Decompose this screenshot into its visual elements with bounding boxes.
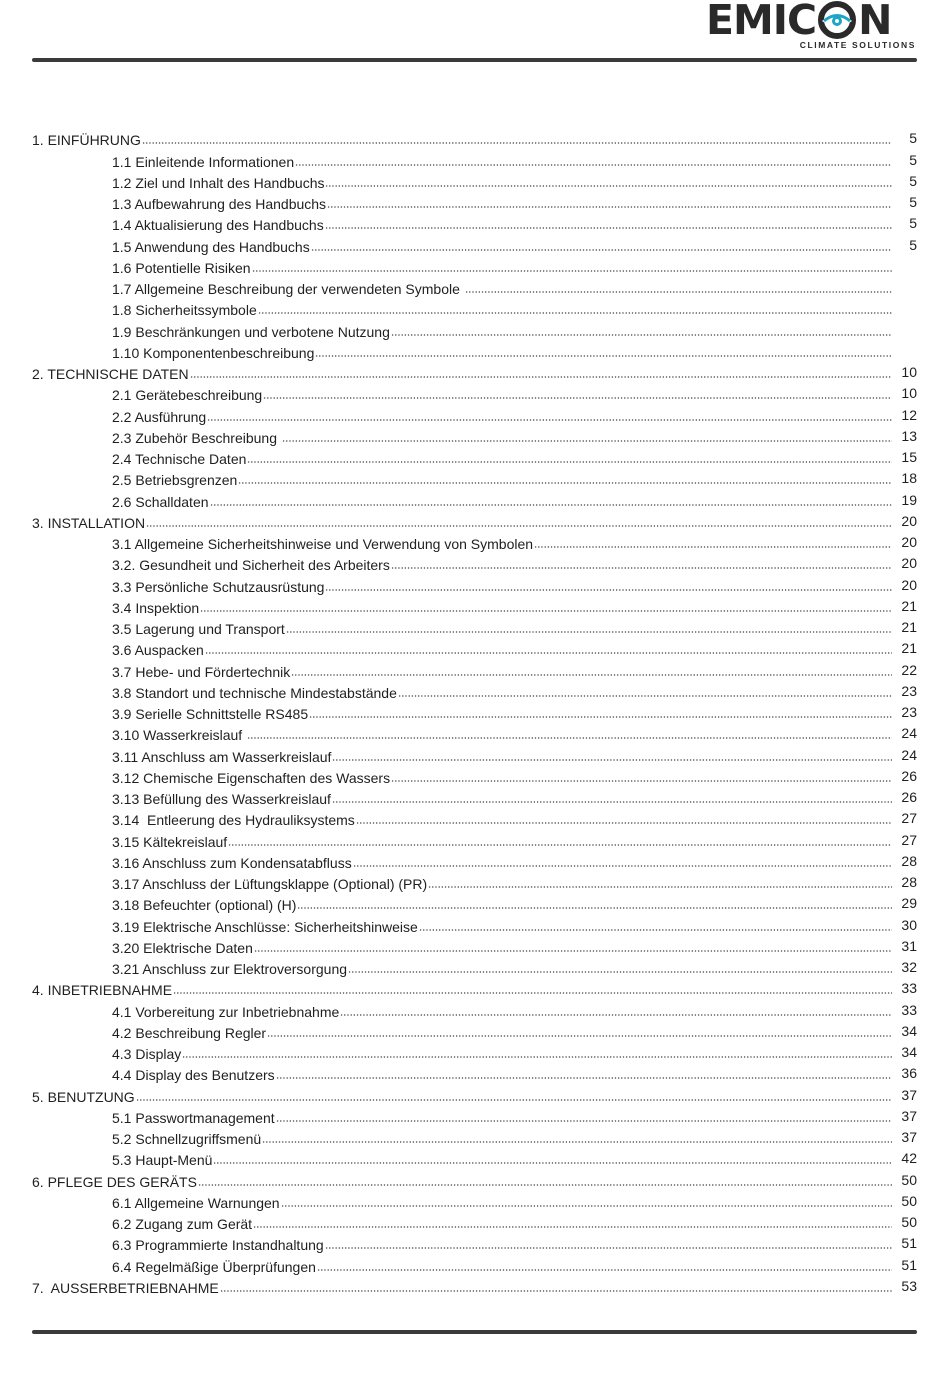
toc-dot-leader	[247, 737, 892, 739]
toc-dot-leader	[327, 206, 892, 208]
toc-entry-title: 4.1 Vorbereitung zur Inbetriebnahme	[112, 1003, 340, 1020]
toc-page-number: 10	[901, 385, 917, 402]
toc-entry-title: 3.11 Anschluss am Wasserkreislauf	[112, 748, 332, 765]
toc-dot-leader	[247, 461, 892, 463]
toc-entry-title: 3.8 Standort und technische Mindestabstände	[112, 684, 397, 701]
toc-dot-leader	[228, 844, 892, 846]
toc-entry-title: 6.4 Regelmäßige Überprüfungen	[112, 1258, 316, 1275]
toc-entry-title: 2.3 Zubehör Beschreibung	[112, 429, 281, 446]
toc-entry-title: 4.2 Beschreibung Regler	[112, 1024, 267, 1041]
toc-dot-leader	[286, 631, 892, 633]
toc-page-number: 21	[901, 640, 917, 657]
toc-page-number: 19	[901, 491, 917, 508]
toc-section-row[interactable]	[32, 488, 917, 509]
toc-page-number: 10	[901, 364, 917, 380]
toc-dot-leader	[391, 780, 892, 782]
toc-entry-title: 2.2 Ausführung	[112, 408, 207, 425]
toc-section-row[interactable]	[32, 148, 917, 169]
toc-page-number: 23	[901, 704, 917, 720]
toc-page-number: 30	[901, 916, 917, 933]
toc-section-row[interactable]	[32, 170, 917, 191]
toc-page-number: 21	[901, 619, 917, 635]
toc-section-row[interactable]	[32, 191, 917, 212]
toc-section-row[interactable]	[32, 531, 917, 552]
toc-dot-leader	[391, 334, 892, 336]
toc-section-row[interactable]	[32, 233, 917, 254]
toc-entry-title: 1.4 Aktualisierung des Handbuchs	[112, 217, 324, 234]
toc-page-number: 33	[901, 980, 917, 997]
eye-o-icon	[817, 0, 857, 40]
logo-tagline: CLIMATE SOLUTIONS	[799, 40, 916, 50]
toc-dot-leader	[263, 397, 892, 399]
toc-entry-title: 1.7 Allgemeine Beschreibung der verwendeten Symbole	[112, 281, 464, 297]
toc-entry-title: 3.10 Wasserkreislauf	[112, 727, 247, 744]
toc-dot-leader	[465, 291, 892, 293]
toc-dot-leader	[252, 270, 892, 272]
toc-page-number: 24	[901, 725, 917, 742]
toc-dot-leader	[205, 652, 892, 654]
toc-section-row[interactable]	[32, 1190, 917, 1211]
toc-dot-leader	[262, 1141, 892, 1143]
toc-dot-leader	[325, 227, 892, 229]
toc-section-row[interactable]	[32, 467, 917, 488]
toc-page-number: 28	[901, 852, 917, 869]
toc-entry-title: 2. TECHNISCHE DATEN	[32, 366, 189, 382]
toc-dot-leader	[146, 525, 892, 527]
toc-section-row[interactable]	[32, 297, 917, 318]
toc-chapter-row[interactable]	[32, 127, 917, 148]
toc-section-row[interactable]	[32, 807, 917, 828]
toc-section-row[interactable]	[32, 871, 917, 892]
toc-entry-title: 1.1 Einleitende Informationen	[112, 153, 295, 170]
header-rule	[32, 58, 917, 62]
toc-dot-leader	[428, 886, 892, 888]
toc-section-row[interactable]	[32, 340, 917, 361]
toc-entry-title: 3.16 Anschluss zum Kondensatabfluss	[112, 854, 352, 871]
toc-dot-leader	[340, 1014, 892, 1016]
toc-section-row[interactable]	[32, 552, 917, 573]
toc-dot-leader	[295, 164, 892, 166]
toc-dot-leader	[190, 376, 892, 378]
toc-dot-leader	[281, 1205, 892, 1207]
toc-page-number: 31	[901, 937, 917, 954]
toc-entry-title: 3.7 Hebe- und Fördertechnik	[112, 663, 291, 680]
toc-page-number: 5	[909, 236, 917, 253]
toc-page-number: 22	[901, 661, 917, 678]
toc-dot-leader	[253, 1226, 892, 1228]
toc-dot-leader	[332, 801, 892, 803]
toc-page-number: 18	[901, 470, 917, 487]
toc-entry-title: 1.6 Potentielle Risiken	[112, 259, 251, 276]
toc-section-row[interactable]	[32, 1062, 917, 1083]
toc-entry-title: 3.14 Entleerung des Hydrauliksystems	[112, 812, 355, 829]
toc-dot-leader	[198, 1184, 892, 1186]
toc-entry-title: 2.1 Gerätebeschreibung	[112, 387, 263, 404]
toc-page-number: 50	[901, 1192, 917, 1209]
toc-section-row[interactable]	[32, 892, 917, 913]
toc-chapter-row[interactable]	[32, 1168, 917, 1189]
toc-section-row[interactable]	[32, 998, 917, 1019]
toc-section-row[interactable]	[32, 1126, 917, 1147]
footer-rule	[32, 1330, 917, 1334]
toc-page-number: 42	[901, 1150, 917, 1167]
logo-text-right: N	[858, 0, 892, 44]
toc-page-number: 51	[901, 1256, 917, 1273]
toc-dot-leader	[291, 674, 892, 676]
toc-section-row[interactable]	[32, 573, 917, 594]
toc-section-row[interactable]	[32, 212, 917, 233]
toc-entry-title: 3.5 Lagerung und Transport	[112, 621, 285, 637]
toc-entry-title: 3.4 Inspektion	[112, 599, 200, 616]
toc-page-number: 5	[909, 215, 917, 232]
toc-section-row[interactable]	[32, 595, 917, 616]
emicon-logo	[706, 0, 918, 52]
toc-chapter-row[interactable]	[32, 1083, 917, 1104]
toc-section-row[interactable]	[32, 786, 917, 807]
toc-dot-leader	[297, 907, 892, 909]
toc-section-row[interactable]	[32, 1041, 917, 1062]
toc-dot-leader	[200, 610, 892, 612]
toc-entry-title: 3.1 Allgemeine Sicherheitshinweise und Verwendung von Symbolen	[112, 536, 534, 552]
toc-dot-leader	[309, 716, 892, 718]
toc-section-row[interactable]	[32, 658, 917, 679]
toc-entry-title: 3. INSTALLATION	[32, 514, 146, 531]
toc-page-number: 5	[909, 172, 917, 189]
toc-page-number: 50	[901, 1214, 917, 1230]
toc-entry-title: 6.1 Allgemeine Warnungen	[112, 1194, 280, 1211]
toc-entry-title: 4.3 Display	[112, 1046, 182, 1062]
toc-dot-leader	[315, 355, 892, 357]
toc-entry-title: 1.8 Sicherheitssymbole	[112, 302, 257, 319]
toc-chapter-row[interactable]	[32, 1275, 917, 1296]
toc-dot-leader	[258, 312, 892, 314]
toc-entry-title: 3.20 Elektrische Daten	[112, 939, 253, 956]
toc-dot-leader	[173, 992, 892, 994]
toc-section-row[interactable]	[32, 701, 917, 722]
toc-section-row[interactable]	[32, 637, 917, 658]
toc-section-row[interactable]	[32, 956, 917, 977]
toc-section-row[interactable]	[32, 1147, 917, 1168]
toc-section-row[interactable]	[32, 382, 917, 403]
toc-page-number: 36	[901, 1065, 917, 1082]
toc-entry-title: 7. AUSSERBETRIEBNAHME	[32, 1279, 219, 1296]
toc-section-row[interactable]	[32, 403, 917, 424]
toc-entry-title: 5. BENUTZUNG	[32, 1088, 135, 1105]
toc-dot-leader	[182, 1056, 892, 1058]
toc-dot-leader	[332, 759, 892, 761]
toc-entry-title: 3.3 Persönliche Schutzausrüstung	[112, 578, 325, 595]
toc-page-number: 27	[901, 831, 917, 848]
toc-dot-leader	[282, 440, 892, 442]
toc-section-row[interactable]	[32, 1253, 917, 1274]
toc-page-number: 34	[901, 1044, 917, 1060]
toc-entry-title: 6.3 Programmierte Instandhaltung	[112, 1237, 324, 1254]
toc-section-row[interactable]	[32, 722, 917, 743]
toc-entry-title: 2.6 Schalldaten	[112, 493, 209, 510]
toc-page-number: 27	[901, 810, 917, 827]
toc-dot-leader	[353, 865, 892, 867]
toc-section-row[interactable]	[32, 765, 917, 786]
toc-page-number: 50	[901, 1171, 917, 1188]
toc-page-number: 13	[901, 427, 917, 444]
toc-page-number: 32	[901, 959, 917, 975]
toc-page-number: 5	[909, 194, 917, 210]
toc-entry-title: 2.4 Technische Daten	[112, 451, 247, 467]
toc-entry-title: 3.21 Anschluss zur Elektroversorgung	[112, 961, 348, 977]
table-of-contents	[32, 127, 917, 1296]
toc-entry-title: 1.9 Beschränkungen und verbotene Nutzung	[112, 323, 390, 340]
toc-page-number: 28	[901, 874, 917, 890]
toc-dot-leader	[325, 589, 892, 591]
toc-entry-title: 6. PFLEGE DES GERÄTS	[32, 1173, 197, 1190]
toc-section-row[interactable]	[32, 828, 917, 849]
toc-dot-leader	[391, 567, 892, 569]
toc-page-number: 20	[901, 534, 917, 550]
toc-section-row[interactable]	[32, 616, 917, 637]
toc-dot-leader	[276, 1077, 892, 1079]
toc-dot-leader	[348, 971, 892, 973]
toc-dot-leader	[311, 249, 892, 251]
toc-section-row[interactable]	[32, 446, 917, 467]
toc-page-number: 37	[901, 1086, 917, 1103]
toc-entry-title: 3.19 Elektrische Anschlüsse: Sicherheitshinweise	[112, 918, 418, 935]
toc-section-row[interactable]	[32, 850, 917, 871]
toc-page-number: 15	[901, 449, 917, 465]
toc-section-row[interactable]	[32, 913, 917, 934]
toc-chapter-row[interactable]	[32, 361, 917, 382]
toc-entry-title: 1.2 Ziel und Inhalt des Handbuchs	[112, 174, 325, 191]
toc-dot-leader	[267, 1035, 892, 1037]
toc-page-number: 21	[901, 597, 917, 614]
toc-section-row[interactable]	[32, 255, 917, 276]
toc-dot-leader	[210, 504, 892, 506]
toc-page-number: 29	[901, 895, 917, 912]
toc-dot-leader	[534, 546, 892, 548]
toc-entry-title: 6.2 Zugang zum Gerät	[112, 1216, 253, 1232]
toc-chapter-row[interactable]	[32, 510, 917, 531]
toc-section-row[interactable]	[32, 425, 917, 446]
toc-entry-title: 3.2. Gesundheit und Sicherheit des Arbeiters	[112, 557, 390, 574]
toc-section-row[interactable]	[32, 1105, 917, 1126]
toc-entry-title: 3.6 Auspacken	[112, 642, 204, 659]
toc-entry-title: 5.2 Schnellzugriffsmenü	[112, 1131, 262, 1147]
toc-page-number: 5	[909, 151, 917, 168]
toc-page-number: 12	[901, 406, 917, 423]
toc-dot-leader	[142, 142, 892, 144]
toc-entry-title: 3.12 Chemische Eigenschaften des Wassers	[112, 769, 391, 786]
toc-page-number: 53	[901, 1277, 917, 1294]
toc-page-number: 23	[901, 682, 917, 699]
logo-text-left: EMIC	[706, 0, 817, 44]
toc-page-number: 33	[901, 1001, 917, 1018]
toc-page-number: 34	[901, 1022, 917, 1039]
toc-dot-leader	[220, 1290, 892, 1292]
toc-entry-title: 2.5 Betriebsgrenzen	[112, 472, 238, 489]
toc-entry-title: 3.18 Befeuchter (optional) (H)	[112, 897, 297, 914]
toc-dot-leader	[419, 929, 892, 931]
toc-page-number: 26	[901, 767, 917, 784]
toc-section-row[interactable]	[32, 1020, 917, 1041]
toc-page-number: 26	[901, 789, 917, 805]
toc-section-row[interactable]	[32, 318, 917, 339]
toc-dot-leader	[325, 185, 892, 187]
toc-entry-title: 1.10 Komponentenbeschreibung	[112, 344, 315, 361]
toc-dot-leader	[276, 1120, 892, 1122]
toc-page-number: 37	[901, 1107, 917, 1124]
toc-dot-leader	[356, 822, 892, 824]
toc-entry-title: 1. EINFÜHRUNG	[32, 132, 141, 149]
toc-section-row[interactable]	[32, 1232, 917, 1253]
toc-page-number: 20	[901, 512, 917, 529]
toc-entry-title: 3.15 Kältekreislauf	[112, 833, 228, 850]
toc-entry-title: 3.13 Befüllung des Wasserkreislauf	[112, 791, 331, 807]
toc-dot-leader	[238, 482, 892, 484]
toc-dot-leader	[254, 950, 892, 952]
toc-section-row[interactable]	[32, 276, 917, 297]
toc-page-number: 5	[909, 130, 917, 147]
toc-section-row[interactable]	[32, 935, 917, 956]
toc-dot-leader	[398, 695, 892, 697]
toc-entry-title: 3.17 Anschluss der Lüftungsklappe (Optional) (PR)	[112, 876, 428, 892]
toc-entry-title: 1.5 Anwendung des Handbuchs	[112, 238, 310, 255]
toc-dot-leader	[213, 1162, 892, 1164]
toc-entry-title: 4. INBETRIEBNAHME	[32, 982, 173, 999]
toc-entry-title: 4.4 Display des Benutzers	[112, 1067, 275, 1084]
toc-page-number: 20	[901, 576, 917, 593]
toc-dot-leader	[136, 1099, 892, 1101]
logo-wordmark	[706, 0, 892, 44]
toc-dot-leader	[207, 419, 892, 421]
toc-entry-title: 3.9 Serielle Schnittstelle RS485	[112, 706, 309, 722]
toc-section-row[interactable]	[32, 743, 917, 764]
toc-dot-leader	[317, 1269, 892, 1271]
toc-page-number: 24	[901, 746, 917, 763]
toc-section-row[interactable]	[32, 680, 917, 701]
toc-page-number: 20	[901, 555, 917, 572]
toc-entry-title: 5.1 Passwortmanagement	[112, 1109, 275, 1126]
toc-entry-title: 5.3 Haupt-Menü	[112, 1152, 213, 1169]
toc-section-row[interactable]	[32, 1211, 917, 1232]
toc-page-number: 51	[901, 1235, 917, 1252]
toc-dot-leader	[325, 1247, 892, 1249]
toc-chapter-row[interactable]	[32, 977, 917, 998]
toc-page-number: 37	[901, 1129, 917, 1145]
toc-entry-title: 1.3 Aufbewahrung des Handbuchs	[112, 196, 327, 212]
